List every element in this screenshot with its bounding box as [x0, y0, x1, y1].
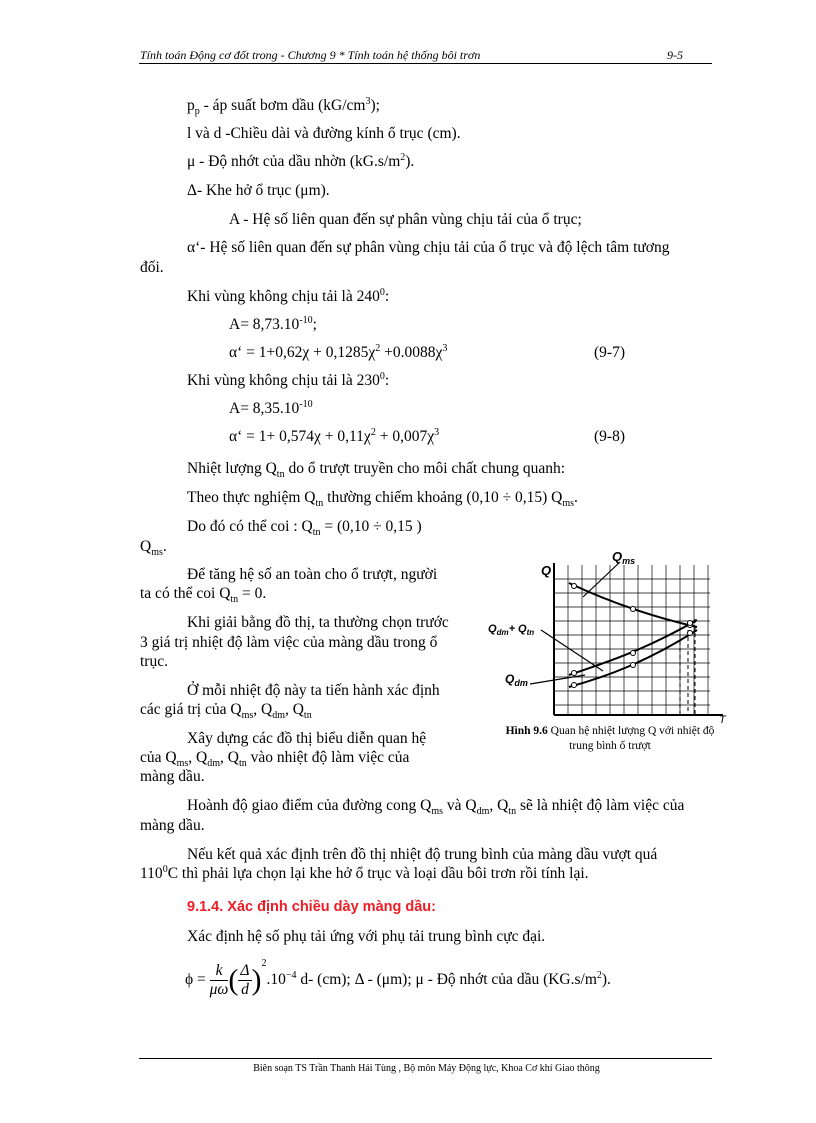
def-delta: Δ- Khe hở ổ trục (μm).	[187, 182, 330, 199]
case240-intro: Khi vùng không chịu tải là $240^0$:	[187, 286, 390, 305]
formula-phi: ϕ = $\frac{k}{\mu\omega}$ ( $\frac{\Delta}{d}$ )$^2.10^{-4}$ d- (cm); Δ - (μm); μ - Độ nhớt của dầu $(KG.s/m^2)$.	[185, 958, 611, 998]
footer-rule	[139, 1058, 712, 1059]
label-Q-axis: Q	[541, 563, 552, 578]
header-title: Tính toán Động cơ đốt trong - Chương 9 * Tính toán hệ thống bôi trơn	[140, 48, 481, 62]
para-result-1: Nếu kết quả xác định trên đồ thị nhiệt độ trung bình của màng dầu vượt quá	[187, 846, 658, 863]
def-A: A - Hệ số liên quan đến sự phân vùng chịu tải của ổ trục;	[229, 211, 582, 228]
para-safety-2: ta có thể coi $Q_{tn} = 0$.	[140, 585, 267, 606]
para-build-3: màng dầu.	[140, 768, 205, 785]
fraction-k-muomega: $\frac{k}{\mu\omega}$	[209, 961, 229, 998]
header-page-number: 9-5	[667, 48, 683, 62]
curve-Qms	[569, 583, 697, 627]
case230-intro: Khi vùng không chịu tải là $230^0$:	[187, 370, 390, 389]
figure-caption: Hình 9.6 Quan hệ nhiệt lượng Q với nhiệt độ trung bình ổ trượt	[505, 725, 715, 752]
para-graph-2: 3 giá trị nhiệt độ làm việc của màng dầu trong ổ	[140, 634, 438, 651]
para-experiment: Theo thực nghiệm $Q_{tn}$ thường chiếm khoảng (0,10 ÷ 0,15) $Q_{ms}$.	[187, 489, 578, 510]
para-heat-qtn: Nhiệt lượng $Q_{tn}$ do ổ trượt truyền cho môi chất chung quanh:	[187, 460, 566, 481]
para-therefore-cont: $Q_{ms}$.	[140, 538, 167, 559]
para-load-factor: Xác định hệ số phụ tải ứng với phụ tải trung bình cực đại.	[187, 928, 546, 945]
def-mu: μ - Độ nhớt của dầu nhờn $(kG.s/m^2)$.	[187, 151, 415, 170]
para-graph-3: trục.	[140, 653, 168, 670]
para-each-temp-2: các giá trị của $Q_{ms}$, $Q_{dm}$, $Q_{tn}$	[140, 701, 312, 722]
para-result-2: $110^0C$ thì phải lựa chọn lại khe hở ổ trục và loại dầu bôi trơn rồi tính lại.	[140, 863, 589, 882]
case230-A: $A= 8,35.10^{-10}$	[229, 398, 313, 417]
def-pp: $p_p$ - áp suất bơm dầu $(kG/cm^3)$;	[187, 95, 380, 118]
section-heading: 9.1.4. Xác định chiều dày màng dầu:	[187, 899, 436, 915]
case240-alpha: α‘ = $1+0,62\chi + 0,1285\chi^2 +0.0088\chi^3$	[229, 342, 448, 361]
label-Qdm-plus-Qtn: $Q_{dm}+ Q_{tn}$	[488, 623, 535, 637]
para-abscissa-1: Hoành độ giao điểm của đường cong $Q_{ms}$ và $Q_{dm}$, $Q_{tn}$ sẽ là nhiệt độ làm việc của	[187, 797, 685, 818]
para-build-2: của $Q_{ms}$, $Q_{dm}$, $Q_{tn}$ vào nhiệt độ làm việc của	[140, 749, 410, 770]
curve-Qdm	[569, 630, 697, 687]
case230-alpha: α‘ = $1+ 0,574\chi + 0,11\chi^2 + 0,007\chi^3$	[229, 426, 440, 445]
eq-number-9-8: (9-8)	[594, 428, 625, 445]
figure-axes	[554, 563, 723, 715]
para-build-1: Xây dựng các đồ thị biểu diễn quan hệ	[187, 730, 427, 747]
para-graph-1: Khi giải bằng đồ thị, ta thường chọn trước	[187, 614, 449, 631]
leader-lines	[530, 562, 620, 684]
figure-heat-vs-temperature	[485, 545, 740, 725]
para-abscissa-2: màng dầu.	[140, 817, 205, 834]
para-each-temp-1: Ở mỗi nhiệt độ này ta tiến hành xác định	[187, 682, 440, 699]
phi-symbol: ϕ =	[185, 971, 206, 988]
page-footer: Biên soạn TS Trần Thanh Hải Tùng , Bộ môn Máy Động lực, Khoa Cơ khí Giao thông	[253, 1063, 600, 1074]
case240-A: $A= 8,73.10^{-10}$;	[229, 314, 317, 333]
def-alpha-cont: đối.	[140, 259, 164, 276]
para-safety-1: Để tăng hệ số an toàn cho ổ trượt, người	[187, 566, 438, 583]
def-l-d: l và d -Chiều dài và đường kính ổ trục (cm).	[187, 125, 461, 142]
label-Qms: $Q_{ms}$	[612, 549, 636, 566]
fraction-delta-d: $\frac{\Delta}{d}$	[240, 961, 250, 998]
header-rule	[139, 63, 712, 64]
label-T-axis: T	[719, 714, 726, 725]
label-Qdm: $Q_{dm}$	[505, 672, 528, 688]
para-therefore: Do đó có thể coi : $Q_{tn} = (0,10 \div 0,15$ )	[187, 518, 422, 539]
def-alpha: α‘- Hệ số liên quan đến sự phân vùng chịu tải của ổ trục và độ lệch tâm tương	[187, 239, 670, 256]
data-points	[572, 584, 693, 688]
eq-number-9-7: (9-7)	[594, 344, 625, 361]
